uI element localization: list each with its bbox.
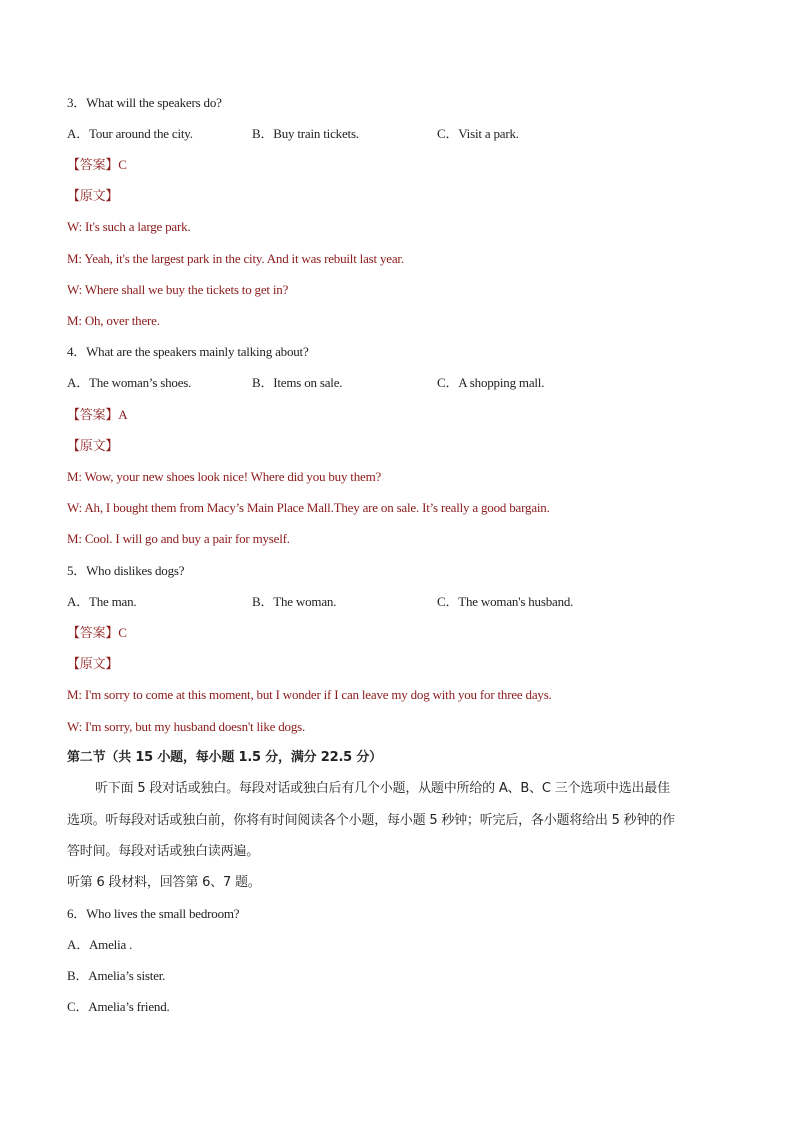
option-c: C．Amelia’s friend. [67, 999, 170, 1014]
answer-label: 【答案】C [67, 157, 127, 172]
section-heading: 第二节（共 15 小题，每小题 1.5 分，满分 22.5 分） [67, 750, 382, 765]
option-c: C．Visit a park. [437, 126, 519, 141]
option-b: B．Amelia’s sister. [67, 968, 166, 983]
transcript-line: W: It's such a large park. [67, 219, 191, 234]
option-b: B．Buy train tickets. [252, 126, 359, 141]
answer-label: 【答案】C [67, 625, 127, 640]
question-6: 6．Who lives the small bedroom? [67, 906, 240, 921]
transcript-line: M: I'm sorry to come at this moment, but I wonder if I can leave my dog with you for three days. [67, 687, 552, 702]
transcript-line: M: Wow, your new shoes look nice! Where did you buy them? [67, 469, 382, 484]
option-a: A．Amelia . [67, 937, 133, 952]
instructions-line: 答时间。每段对话或独白读两遍。 [67, 844, 260, 859]
answer-label: 【答案】A [67, 407, 128, 422]
transcript-line: W: Ah, I bought them from Macy’s Main Place Mall.They are on sale. It’s really a good bargain. [67, 500, 550, 515]
option-a: A．Tour around the city. [67, 126, 193, 141]
option-b: B．Items on sale. [252, 375, 343, 390]
question-5: 5．Who dislikes dogs? [67, 563, 185, 578]
transcript-line: W: I'm sorry, but my husband doesn't like dogs. [67, 719, 306, 734]
instructions-line: 听下面 5 段对话或独白。每段对话或独白后有几个小题，从题中所给的 A、B、C 三个选项中选出最佳 [95, 781, 670, 796]
transcript-line: W: Where shall we buy the tickets to get in? [67, 282, 289, 297]
instructions-line: 选项。听每段对话或独白前，你将有时间阅读各个小题，每小题 5 秒钟；听完后，各小题将给出 5 秒钟的作 [67, 813, 675, 828]
question-3: 3．What will the speakers do? [67, 95, 222, 110]
option-a: A．The woman’s shoes. [67, 375, 192, 390]
material-note: 听第 6 段材料，回答第 6、7 题。 [67, 875, 261, 890]
option-a: A．The man. [67, 594, 137, 609]
transcript-line: M: Cool. I will go and buy a pair for myself. [67, 531, 290, 546]
transcript-label: 【原文】 [67, 188, 119, 203]
transcript-line: M: Oh, over there. [67, 313, 160, 328]
question-4: 4．What are the speakers mainly talking about? [67, 344, 309, 359]
option-c: C．A shopping mall. [437, 375, 545, 390]
transcript-line: M: Yeah, it's the largest park in the city. And it was rebuilt last year. [67, 251, 404, 266]
transcript-label: 【原文】 [67, 656, 119, 671]
option-b: B．The woman. [252, 594, 337, 609]
transcript-label: 【原文】 [67, 438, 119, 453]
option-c: C．The woman's husband. [437, 594, 574, 609]
